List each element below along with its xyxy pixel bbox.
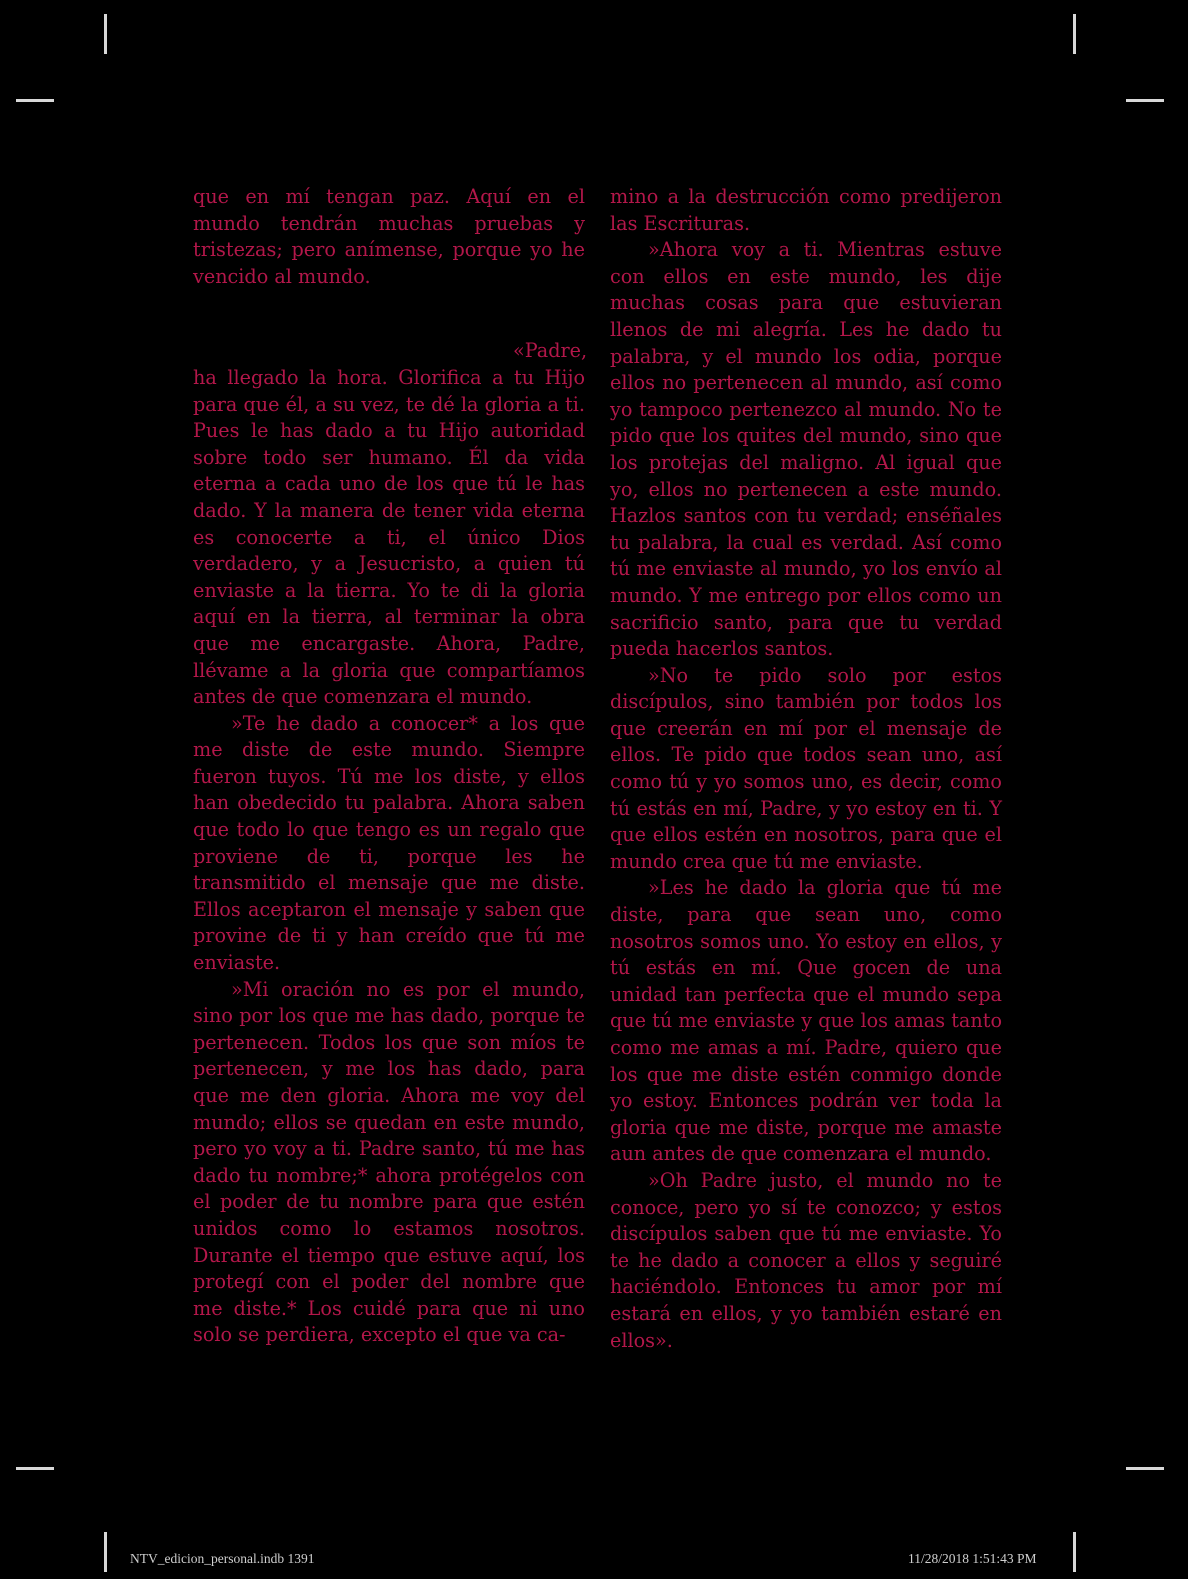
paragraph: »Te he dado a conocer* a los que me diste de este mundo. Siempre fueron tuyos. Tú me los diste, y ellos han obedecido tu palabra. Ahora saben que todo lo que tengo es un regalo que proviene de ti, porque les he transmitido el mensaje que me diste. Ellos aceptaron el mensaje y saben que provine de ti y han creído que tú me enviaste. [193,711,585,975]
crop-mark [1126,1467,1164,1470]
crop-mark [104,1532,107,1572]
paragraph: «Padre, ha llegado la hora. Glorifica a tu Hijo para que él, a su vez, te dé la gloria a ti. Pues le has dado a tu Hijo autoridad sobre todo ser humano. Él da vida eterna a cada uno de los que tú le has dado. Y la manera de tener vida eterna es conocerte a ti, el único Dios verdadero, y a Jesucristo, a quien tú enviaste a la tierra. Yo te di la gloria aquí en la tierra, al terminar la obra que me encargaste. Ahora, Padre, llévame a la gloria que compartíamos antes de que comenzara el mundo. [193,339,588,709]
crop-mark [1073,1532,1076,1572]
slug-file: NTV_edicion_personal.indb 1391 [130,1551,315,1566]
right-text-column [610,184,1002,1354]
paragraph: »Oh Padre justo, el mundo no te conoce, pero yo sí te conozco; y estos discípulos saben que tú me enviaste. Yo te he dado a conocer a ellos y seguiré haciéndolo. Entonces tu amor por mí estará en ellos, y yo también estaré en ellos». [610,1168,1002,1352]
paragraph: mino a la destrucción como predijeron las Escrituras. [610,185,1002,235]
slug-datetime: 11/28/2018 1:51:43 PM [908,1551,1037,1566]
crop-mark [16,99,54,102]
paragraph: »Les he dado la gloria que tú me diste, para que sean uno, como nosotros somos uno. Yo estoy en ellos, y tú estás en mí. Que gocen de una unidad tan perfecta que el mundo sepa que tú me enviaste y que los amas tanto como me amas a mí. Padre, quiero que los que me diste estén conmigo donde yo estoy. Entonces podrán ver toda la gloria que me diste, porque me amaste aun antes de que comenzara el mundo. [610,876,1002,1166]
paragraph: »Ahora voy a ti. Mientras estuve con ellos en este mundo, les dije muchas cosas para que estuvieran llenos de mi alegría. Les he dado tu palabra, y el mundo los odia, porque ellos no pertenecen al mundo, así como yo tampoco pertenezco al mundo. No te pido que los quites del mundo, sino que los protejas del maligno. Al igual que yo, ellos no pertenecen a este mundo. Hazlos santos con tu verdad; enséñales tu palabra, la cual es verdad. Así como tú me enviaste al mundo, yo los envío al mundo. Y me entrego por ellos como un sacrificio santo, para que tu verdad pueda hacerlos santos. [610,238,1002,661]
paragraph: »Mi oración no es por el mundo, sino por los que me has dado, porque te pertenecen. Todos los que son míos te pertenecen, y me los has dado, para que me den gloria. Ahora me voy del mundo; ellos se quedan en este mundo, pero yo voy a ti. Padre santo, tú me has dado tu nombre;* ahora protégelos con el poder de tu nombre para que estén unidos como lo estamos nosotros. Durante el tiempo que estuve aquí, los protegí con el poder del nombre que me diste.* Los cuidé para que ni uno solo se perdiera, excepto el que va ca- [193,977,585,1347]
crop-mark [16,1467,54,1470]
crop-mark [1073,14,1076,54]
paragraph: que en mí tengan paz. Aquí en el mundo tendrán muchas pruebas y tristezas; pero anímense, porque yo he vencido al mundo. [193,185,585,288]
crop-mark [1126,99,1164,102]
left-text-column [193,184,588,1349]
paragraph: »No te pido solo por estos discípulos, sino también por todos los que creerán en mí por el mensaje de ellos. Te pido que todos sean uno, así como tú y yo somos uno, es decir, como tú estás en mí, Padre, y yo estoy en ti. Y que ellos estén en nosotros, para que el mundo crea que tú me enviaste. [610,663,1002,873]
crop-mark [104,14,107,54]
